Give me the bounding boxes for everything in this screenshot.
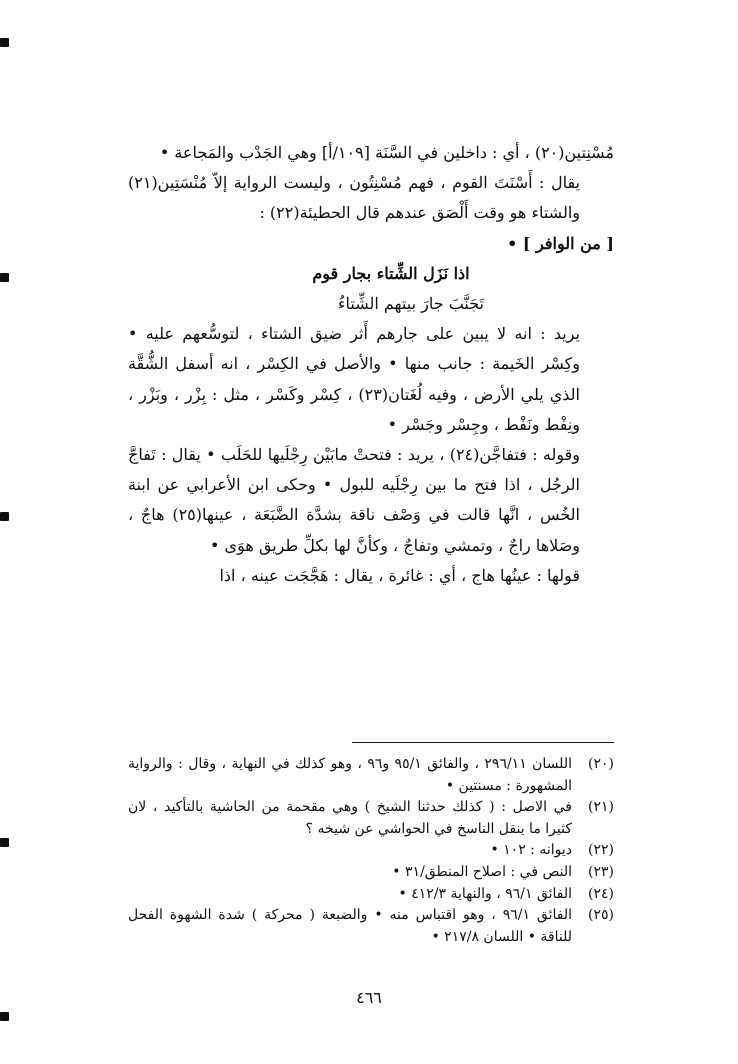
paragraph: يريد : انه لا يبين على جارهم أَثر ضيق الشتاء ، لتوسُّعهم عليه • وكِسْر الخَيمة : جانب منها • والأصل في الكِسْر ، انه أسفل الشُّقَّة الذي يلي الأرض ، وفيه لُغَتان(٢٣) ، كِسْر وكَسْر ، مثل : بِزْر ، وبَزْر ، ونِفْط ونَفْط ، وجِسْر وجَسْر •: [128, 324, 580, 434]
verse-line: اذا نَزَل الشِّتاء بجار قوم: [312, 263, 470, 283]
footnote-number: (٢٢): [588, 842, 614, 859]
main-text: [128, 138, 614, 591]
footnote-number: (٢٣): [588, 863, 614, 880]
footnote-number: (٢٠): [588, 756, 614, 772]
footnote-text: النص في : اصلاح المنطق/٣١ •: [392, 863, 572, 880]
paragraph: يقال : أَسْنَتَ القوم ، فهم مُسْنِتُون ، وليست الرواية إلاّ مُنْسَتِين(٢١) والشتاء هو وقت أَلْصَق عندهم قال الحطيئة(٢٢) :: [128, 173, 580, 223]
verse-line: تَجَنَّبَ جارَ بيتهم الشِّتاءُ: [337, 294, 485, 314]
footnote-number: (٢٤): [588, 885, 614, 902]
footnote-text: الفائق ٩٦/١ ، وهو اقتباس منه • والضبعة ( محركة ) شدة الشهوة الفحل للناقة • اللسان ٢١٧/٨ •: [128, 907, 572, 945]
footnote-divider: [352, 742, 614, 743]
footnote: [128, 754, 614, 797]
paragraph: مُسْنِتين(٢٠) ، أي : داخلين في السَّنَة [١٠٩/أ] وهي الجَدْب والمَجاعة •: [159, 143, 614, 162]
footnotes: [128, 754, 614, 948]
meter-label: [ من الوافر ] •: [507, 233, 614, 253]
scan-mark: [0, 838, 9, 847]
footnote-number: (٢٥): [588, 907, 614, 924]
footnote: [128, 905, 614, 948]
scan-mark: [0, 38, 9, 47]
footnote-text: الفائق ٩٦/١ ، والنهاية ٤١٢/٣ •: [398, 885, 572, 902]
footnote-text: في الاصل : ( كذلك حدثنا الشيخ ) وهي مقحمة من الحاشية بالتأكيد ، لان كثيرا ما ينقل الناسخ في الحواشي عن شيخه ؟: [128, 799, 572, 837]
footnote: [128, 862, 614, 884]
footnote: [128, 884, 614, 906]
scan-mark: [0, 1012, 9, 1021]
footnote: [128, 840, 614, 862]
page-number: ٤٦٦: [356, 988, 382, 1007]
footnote-text: اللسان ٢٩٦/١١ ، والفائق ٩٥/١ و٩٦ ، وهو كذلك في النهاية ، وقال : والرواية المشهورة : مسنتين •: [128, 756, 572, 794]
footnote: [128, 797, 614, 840]
scan-mark: [0, 273, 9, 282]
footnote-number: (٢١): [588, 799, 614, 816]
paragraph: قولها : عينُها هاج ، أي : غائرة ، يقال : هَجَّجَت عينه ، اذا: [219, 565, 580, 585]
footnote-text: ديوانه : ١٠٢ •: [490, 842, 572, 859]
scan-mark: [0, 512, 9, 521]
paragraph: وقوله : فتفاجَّن(٢٤) ، يريد : فتحتْ مابَيْن رِجْلَيها للحَلَب • يقال : تَفاجَّ الرجُل ، اذا فتح ما بين رِجْلَيه للبول • وحكى ابن الأعرابي عن ابنة الخُس ، انَّها قالت في وَصْف ناقة بشدَّة الضَّبَعَة ، عينها(٢٥) هاجٌ ، وصَلاها راجٌ ، وتمشي وتفاجٌ ، وكأنَّ لها بكلِّ طريق هوَى •: [128, 445, 580, 555]
